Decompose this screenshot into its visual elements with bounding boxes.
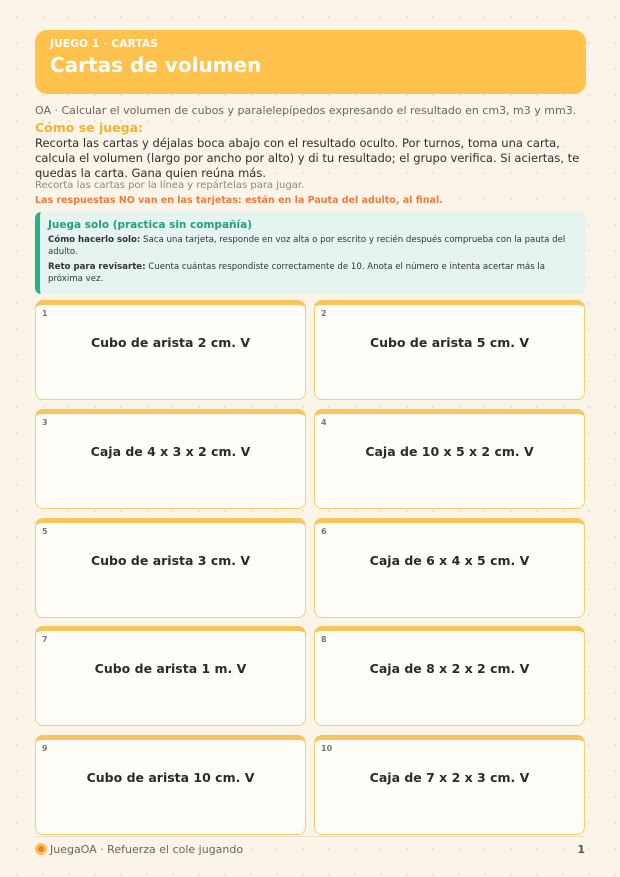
card-4 xyxy=(314,409,585,509)
card-number: 4 xyxy=(321,418,327,427)
card-number: 6 xyxy=(321,527,327,536)
card-number: 7 xyxy=(42,635,48,644)
card-number: 3 xyxy=(42,418,48,427)
card-text: Caja de 6 x 4 x 5 cm. V xyxy=(369,553,530,568)
cut-note: Recorta las cartas por la línea y repártelas para jugar. xyxy=(35,180,305,191)
answers-note: Las respuestas NO van en las tarjetas: están en la Pauta del adulto, al final. xyxy=(35,195,443,206)
target-logo-icon xyxy=(35,843,47,855)
how-to-play-heading: Cómo se juega: xyxy=(35,120,144,135)
page-number: 1 xyxy=(577,843,585,856)
solo-challenge-text: Cuenta cuántas respondiste correctamente de 10. Anota el número e intenta acertar más la próxima vez. xyxy=(48,262,546,284)
card-text: Caja de 10 x 5 x 2 cm. V xyxy=(365,444,534,459)
card-number: 2 xyxy=(321,309,327,318)
card-7 xyxy=(35,626,306,726)
game-kicker: JUEGO 1 · CARTAS xyxy=(50,38,159,50)
footer-divider xyxy=(35,836,586,837)
card-number: 9 xyxy=(42,744,48,753)
page-header xyxy=(35,30,586,94)
solo-how-text: Saca una tarjeta, responde en voz alta o por escrito y recién después comprueba con la pauta del adulto. xyxy=(48,235,566,257)
card-text: Caja de 4 x 3 x 2 cm. V xyxy=(90,444,251,459)
card-number: 5 xyxy=(42,527,48,536)
card-number: 8 xyxy=(321,635,327,644)
card-text: Cubo de arista 1 m. V xyxy=(94,661,247,676)
learning-objective: OA · Calcular el volumen de cubos y paralelepípedos expresando el resultado en cm3, m3 y mm3. xyxy=(35,104,577,117)
card-2 xyxy=(314,300,585,400)
card-10 xyxy=(314,735,585,835)
card-text: Cubo de arista 5 cm. V xyxy=(369,335,530,350)
rules-text: Recorta las cartas y déjalas boca abajo con el resultado oculto. Por turnos, toma una carta, calcula el volumen (largo por ancho por alto) y di tu resultado; el grupo verifica. Si aciertas, te quedas la carta. Gana quien reúna más. xyxy=(35,136,580,180)
card-number: 10 xyxy=(321,744,333,753)
card-text: Caja de 7 x 2 x 3 cm. V xyxy=(369,770,530,785)
card-text: Caja de 8 x 2 x 2 cm. V xyxy=(369,661,530,676)
solo-how xyxy=(48,234,576,258)
solo-challenge xyxy=(48,261,576,285)
solo-challenge-label: Reto para revisarte: xyxy=(48,262,146,272)
card-text: Cubo de arista 10 cm. V xyxy=(86,770,255,785)
card-9 xyxy=(35,735,306,835)
card-3 xyxy=(35,409,306,509)
card-1 xyxy=(35,300,306,400)
footer-text: JuegaOA · Refuerza el cole jugando xyxy=(50,843,244,856)
page-title: Cartas de volumen xyxy=(50,53,262,77)
card-5 xyxy=(35,518,306,618)
solo-play-box xyxy=(35,212,586,294)
card-text: Cubo de arista 3 cm. V xyxy=(90,553,251,568)
solo-title: Juega solo (practica sin compañía) xyxy=(48,219,252,231)
card-8 xyxy=(314,626,585,726)
card-6 xyxy=(314,518,585,618)
card-text: Cubo de arista 2 cm. V xyxy=(90,335,251,350)
card-number: 1 xyxy=(42,309,48,318)
solo-how-label: Cómo hacerlo solo: xyxy=(48,235,141,245)
